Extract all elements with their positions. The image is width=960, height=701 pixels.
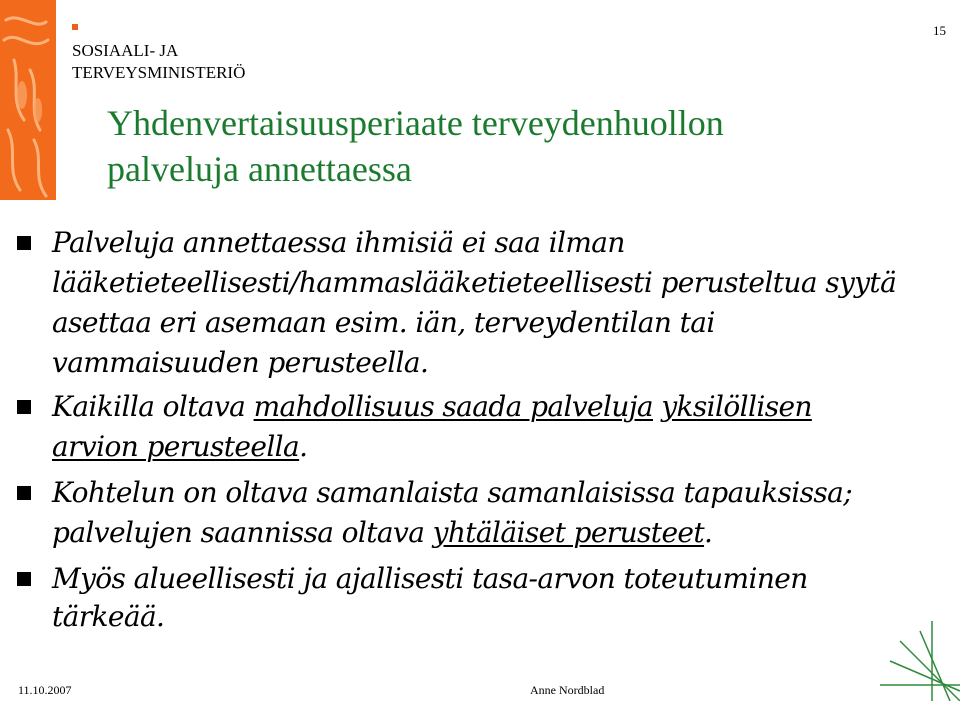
- square-bullet-icon: [17, 572, 31, 586]
- bullet-text-line: [52, 516, 712, 549]
- bullet-text-line: Kohtelun on oltava samanlaista samanlaisissa tapauksissa;: [52, 476, 853, 509]
- bullet-text-line: lääketieteellisesti/hammaslääketieteellisesti perusteltua syytä: [52, 266, 897, 299]
- text-segment: .: [704, 516, 713, 549]
- title-line-1: Yhdenvertaisuusperiaate terveydenhuollon: [107, 103, 724, 143]
- bullet-text-line: Myös alueellisesti ja ajallisesti tasa-arvon toteutuminen: [52, 562, 808, 595]
- underlined-phrase: yksilöllisen: [661, 390, 812, 423]
- bullet-text-line: Palveluja annettaessa ihmisiä ei saa ilman: [52, 226, 625, 259]
- bullet-text-line: asettaa eri asemaan esim. iän, terveydentilan tai: [52, 306, 715, 339]
- underlined-phrase: arvion perusteella: [52, 430, 300, 463]
- corner-lines-icon: [880, 621, 960, 701]
- text-segment: palvelujen saannissa oltava: [52, 516, 433, 549]
- ministry-line-1: SOSIAALI- JA: [72, 41, 179, 60]
- text-segment: .: [299, 430, 308, 463]
- bullet-text-line: [52, 430, 307, 463]
- page-number: 15: [933, 23, 946, 38]
- bullet-text-line: [52, 390, 812, 423]
- ministry-logo-icon: [0, 0, 56, 200]
- ministry-name: [72, 40, 245, 84]
- underlined-phrase: yhtäläiset perusteet: [432, 516, 705, 549]
- bullet-text-line: tärkeää.: [52, 600, 165, 633]
- square-bullet-icon: [17, 236, 31, 250]
- ministry-line-2: TERVEYSMINISTERIÖ: [72, 63, 246, 82]
- footer-date: 11.10.2007: [18, 683, 72, 697]
- text-segment: Kaikilla oltava: [52, 390, 254, 423]
- header-marker-square: [72, 24, 78, 30]
- bullet-text-line: vammaisuuden perusteella.: [52, 346, 429, 379]
- title-line-2: palveluja annettaessa: [107, 149, 412, 189]
- underlined-phrase: mahdollisuus saada palveluja: [253, 390, 653, 423]
- footer-author: Anne Nordblad: [530, 683, 605, 697]
- square-bullet-icon: [17, 400, 31, 414]
- square-bullet-icon: [17, 486, 31, 500]
- slide-title: [107, 100, 927, 192]
